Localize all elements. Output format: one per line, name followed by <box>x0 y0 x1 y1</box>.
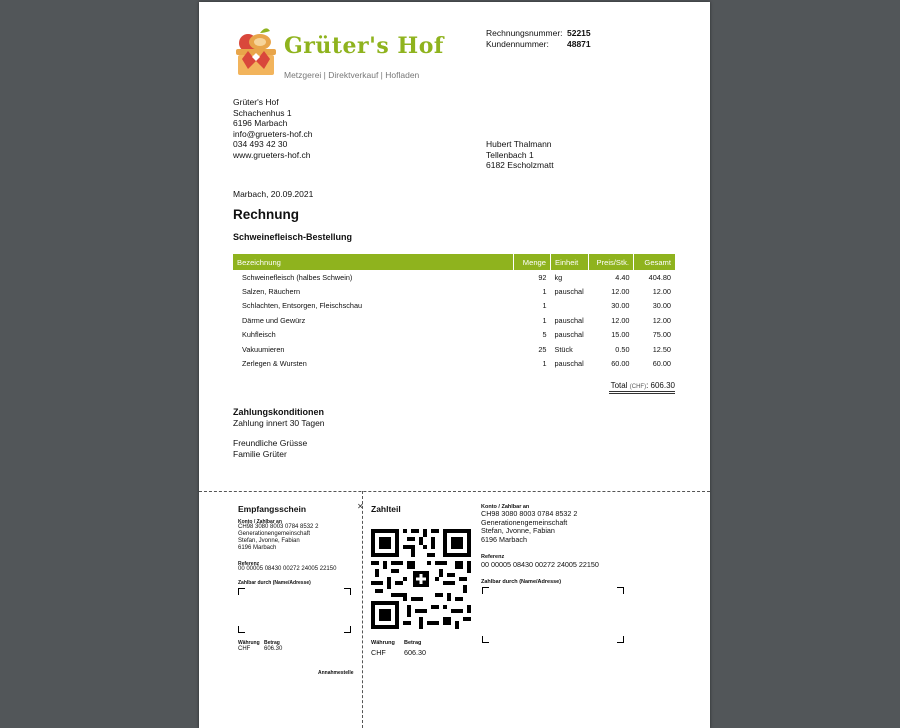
greeting: Freundliche Grüsse <box>233 438 308 448</box>
col-einheit: Einheit <box>551 254 589 270</box>
swiss-cross-icon <box>411 569 431 589</box>
scissors-icon: ✕ <box>357 502 364 511</box>
cell-unit: pauschal <box>554 359 584 369</box>
conditions-text: Zahlung innert 30 Tagen <box>233 418 325 428</box>
col-gesamt: Gesamt <box>634 254 676 270</box>
cell-unit <box>551 299 589 313</box>
payment-box-corner <box>482 587 489 594</box>
total-value: : 606.30 <box>646 381 675 390</box>
payment-account-label: Konto / Zahlbar an <box>481 504 530 510</box>
sender-city: 6196 Marbach <box>233 118 288 128</box>
cell-description: Schlachten, Entsorgen, Fleischschau <box>242 301 363 311</box>
logo-wordmark: Grüter's Hof <box>284 33 444 59</box>
total-currency: (CHF) <box>629 384 647 390</box>
basket-logo-icon <box>234 27 278 77</box>
cell-total: 12.50 <box>652 344 671 354</box>
cell-description: Schweinefleisch (halbes Schwein) <box>242 272 353 282</box>
col-bezeichnung: Bezeichnung <box>233 254 514 270</box>
payment-box-corner <box>482 636 489 643</box>
cell-quantity: 25 <box>538 344 547 354</box>
table-row <box>233 356 675 370</box>
receipt-payee-line1: Generationengemeinschaft <box>238 531 311 537</box>
receipt-box-corner <box>344 588 351 595</box>
cut-line-horizontal <box>199 491 710 492</box>
customer-number: 48871 <box>567 39 591 49</box>
cell-description: Salzen, Räuchern <box>242 287 301 297</box>
table-row <box>233 342 675 356</box>
payment-box-corner <box>617 587 624 594</box>
cell-unit: pauschal <box>554 330 584 340</box>
page-title: Rechnung <box>233 207 299 222</box>
sender-street: Schachenhus 1 <box>233 107 292 118</box>
cell-description: Zerlegen & Wursten <box>242 359 307 369</box>
table-row <box>233 313 675 327</box>
cell-quantity: 5 <box>542 330 547 340</box>
invoice-page <box>199 2 710 728</box>
cell-price: 0.50 <box>615 344 630 354</box>
cell-total: 12.00 <box>652 315 671 325</box>
cell-description: Därme und Gewürz <box>242 315 306 325</box>
cell-quantity: 92 <box>538 272 547 282</box>
table-row <box>233 284 675 298</box>
cell-unit: pauschal <box>554 315 584 325</box>
cell-unit: Stück <box>554 344 573 354</box>
payment-reference: 00 00005 08430 00272 24005 22150 <box>481 560 599 569</box>
receipt-payee <box>238 524 318 552</box>
table-header-row <box>233 254 675 270</box>
col-menge: Menge <box>514 254 551 270</box>
cell-quantity: 1 <box>542 301 547 311</box>
payment-payee <box>481 510 577 544</box>
receipt-amount-label: Betrag <box>264 640 280 646</box>
customer-number-label: Kundennummer: <box>486 39 549 49</box>
payment-iban: CH98 3080 8003 0784 8532 2 <box>481 509 578 518</box>
invoice-number-label: Rechnungsnummer: <box>486 28 563 38</box>
sender-phone: 034 493 42 30 <box>233 139 288 149</box>
receipt-currency: CHF <box>238 646 251 652</box>
receipt-acceptance-point: Annahmestelle <box>318 670 354 676</box>
cell-price: 12.00 <box>611 315 630 325</box>
recipient-city: 6182 Escholzmatt <box>486 160 554 170</box>
cell-total: 75.00 <box>652 330 671 340</box>
recipient-name: Hubert Thalmann <box>486 139 552 149</box>
table-row <box>233 270 675 284</box>
cell-quantity: 1 <box>542 359 547 369</box>
cell-description: Vakuumieren <box>242 344 285 354</box>
logo-tagline: Metzgerei | Direktverkauf | Hofladen <box>284 70 420 80</box>
receipt-iban: CH98 3080 8003 0784 8532 2 <box>238 524 319 530</box>
recipient-address <box>486 139 554 171</box>
receipt-box-corner <box>344 626 351 633</box>
invoice-total <box>609 381 675 394</box>
cell-unit: pauschal <box>554 287 584 297</box>
payment-amount: 606.30 <box>404 648 426 657</box>
cell-description: Kuhfleisch <box>242 330 276 340</box>
cell-total: 404.80 <box>648 272 671 282</box>
payment-payable-by-label: Zahlbar durch (Name/Adresse) <box>481 579 562 585</box>
receipt-reference-label: Referenz <box>238 561 260 567</box>
payment-payee-line1: Generationengemeinschaft <box>481 517 568 527</box>
receipt-box-corner <box>238 588 245 595</box>
conditions-heading: Zahlungskonditionen <box>233 407 324 417</box>
payment-box-corner <box>617 636 624 643</box>
receipt-currency-label: Währung <box>238 640 260 646</box>
payment-payee-line2: Stefan, Jvonne, Fabian <box>481 526 555 535</box>
table-row <box>233 299 675 313</box>
cell-price: 4.40 <box>615 272 630 282</box>
receipt-title: Empfangsschein <box>238 504 307 514</box>
payment-part-title: Zahlteil <box>371 504 401 514</box>
signature: Familie Grüter <box>233 449 287 459</box>
receipt-payee-line3: 6196 Marbach <box>238 545 277 551</box>
payment-payee-line3: 6196 Marbach <box>481 534 527 544</box>
payment-currency-label: Währung <box>371 640 395 646</box>
sender-address <box>233 97 313 160</box>
payment-amount-label: Betrag <box>404 640 422 646</box>
cell-total: 12.00 <box>652 287 671 297</box>
cell-price: 15.00 <box>611 330 630 340</box>
total-label: Total <box>610 381 628 390</box>
qr-code-icon <box>371 529 471 629</box>
sender-email: info@grueters-hof.ch <box>233 128 313 139</box>
cell-total: 30.00 <box>652 301 671 311</box>
receipt-payable-by-label: Zahlbar durch (Name/Adresse) <box>238 580 311 586</box>
cell-price: 30.00 <box>611 301 630 311</box>
payment-reference-label: Referenz <box>481 554 505 560</box>
cell-unit: kg <box>554 272 563 282</box>
table-row <box>233 328 675 342</box>
cell-price: 60.00 <box>611 359 630 369</box>
cell-price: 12.00 <box>611 287 630 297</box>
page-subtitle: Schweinefleisch-Bestellung <box>233 232 353 242</box>
receipt-account-label: Konto / Zahlbar an <box>238 519 282 525</box>
sender-web: www.grueters-hof.ch <box>233 149 311 160</box>
items-table <box>233 254 675 371</box>
receipt-amount: 606.30 <box>264 646 283 652</box>
receipt-payee-line2: Stefan, Jvonne, Fabian <box>238 538 300 544</box>
sender-name: Grüter's Hof <box>233 97 279 107</box>
payment-currency: CHF <box>371 648 386 657</box>
cell-total: 60.00 <box>652 359 671 369</box>
invoice-date: Marbach, 20.09.2021 <box>233 189 314 199</box>
cell-quantity: 1 <box>542 315 547 325</box>
receipt-box-corner <box>238 626 245 633</box>
cell-quantity: 1 <box>542 287 547 297</box>
receipt-reference: 00 00005 08430 00272 24005 22150 <box>238 566 337 572</box>
cut-line-vertical <box>362 491 363 728</box>
invoice-number: 52215 <box>567 28 591 38</box>
recipient-street: Tellenbach 1 <box>486 149 534 160</box>
col-preis: Preis/Stk. <box>589 254 634 270</box>
